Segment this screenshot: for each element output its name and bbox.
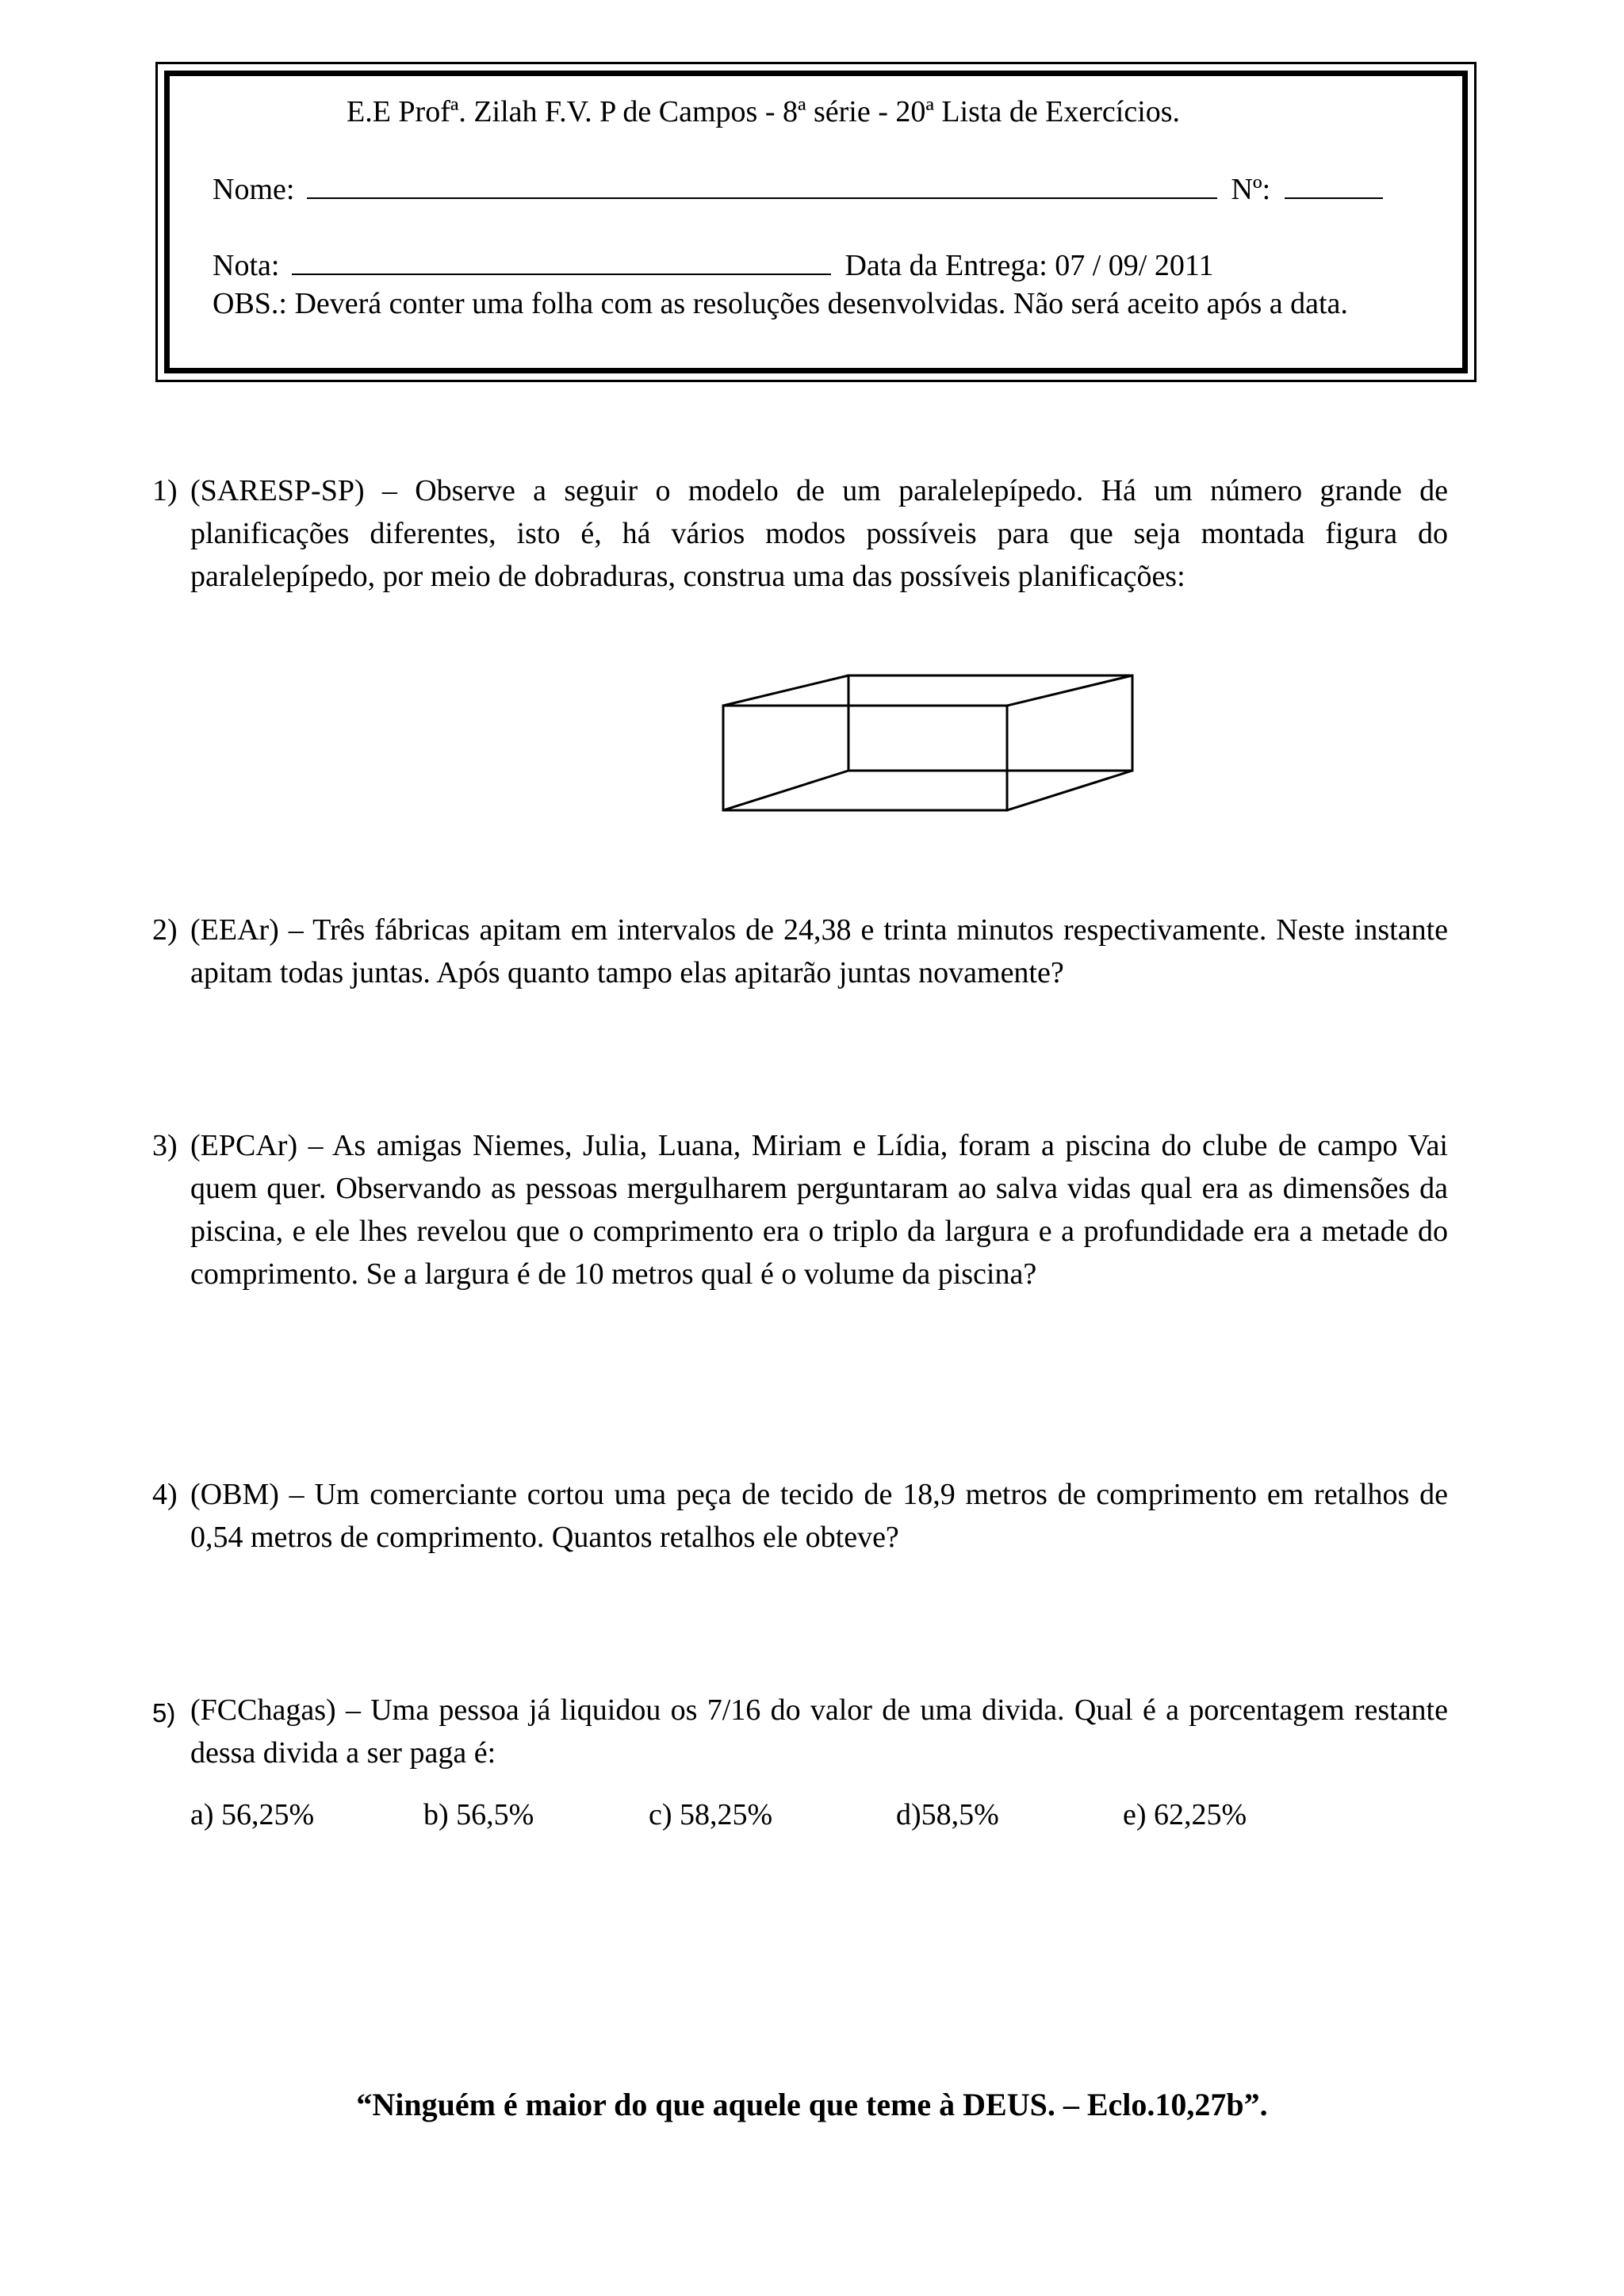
header-obs: OBS.: Deverá conter uma folha com as resoluções desenvolvidas. Não será aceito após a data. <box>213 287 1348 320</box>
grade-label: Nota: <box>213 249 280 282</box>
number-label: Nº: <box>1231 173 1271 206</box>
option-d[interactable]: d)58,5% <box>896 1798 999 1831</box>
back-face <box>848 675 1132 771</box>
edge-top-left <box>723 675 848 706</box>
question-text: (SARESP-SP) – Observe a seguir o modelo de um paralelepípedo. Há um número grande de planificações diferentes, isto é, há vários modos possíveis para que seja montada figura do paralelepípedo, por meio de dobraduras, construa uma das possíveis planificações: <box>190 474 1448 593</box>
closing-quote: “Ninguém é maior do que aquele que teme à DEUS. – Eclo.10,27b”. <box>356 2087 1268 2122</box>
delivery-date: Data da Entrega: 07 / 09/ 2011 <box>845 249 1214 282</box>
question-text: (FCChagas) – Uma pessoa já liquidou os 7/16 do valor de uma divida. Qual é a porcentagem restante dessa divida a ser paga é: <box>190 1693 1448 1770</box>
question-2 <box>152 909 1448 994</box>
question-number: 3) <box>152 1129 178 1162</box>
edge-bottom-left <box>723 771 848 810</box>
option-b[interactable]: b) 56,5% <box>423 1798 534 1831</box>
header-title: E.E Profª. Zilah F.V. P de Campos - 8ª série - 20ª Lista de Exercícios. <box>347 95 1181 128</box>
question-number: 4) <box>152 1478 178 1511</box>
question-5 <box>152 1689 1448 1774</box>
question-4 <box>152 1473 1448 1559</box>
edge-bottom-right <box>1007 771 1132 810</box>
option-c[interactable]: c) 58,25% <box>649 1798 773 1831</box>
option-e[interactable]: e) 62,25% <box>1123 1798 1247 1831</box>
question-number: 5) <box>152 1698 176 1728</box>
name-label: Nome: <box>213 173 295 206</box>
front-face <box>723 706 1007 810</box>
question-text: (OBM) – Um comerciante cortou uma peça de tecido de 18,9 metros de comprimento em retalhos de 0,54 metros de comprimento. Quantos retalhos ele obteve? <box>190 1478 1448 1554</box>
question-text: (EPCAr) – As amigas Niemes, Julia, Luana, Miriam e Lídia, foram a piscina do clube de campo Vai quem quer. Observando as pessoas mergulharem perguntaram ao salva vidas qual era as dimensões da piscina, e ele lhes revelou que o comprimento era o triplo da largura e a profundidade era a metade do comprimento. Se a largura é de 10 metros qual é o volume da piscina? <box>190 1129 1448 1291</box>
question-text: (EEAr) – Três fábricas apitam em intervalos de 24,38 e trinta minutos respectivamente. Neste instante apitam todas juntas. Após quanto tampo elas apitarão juntas novamente? <box>190 913 1448 989</box>
edge-top-right <box>1007 675 1132 706</box>
question-3 <box>152 1124 1448 1295</box>
question-number: 1) <box>152 474 178 507</box>
option-a[interactable]: a) 56,25% <box>190 1798 315 1831</box>
question-number: 2) <box>152 913 178 947</box>
